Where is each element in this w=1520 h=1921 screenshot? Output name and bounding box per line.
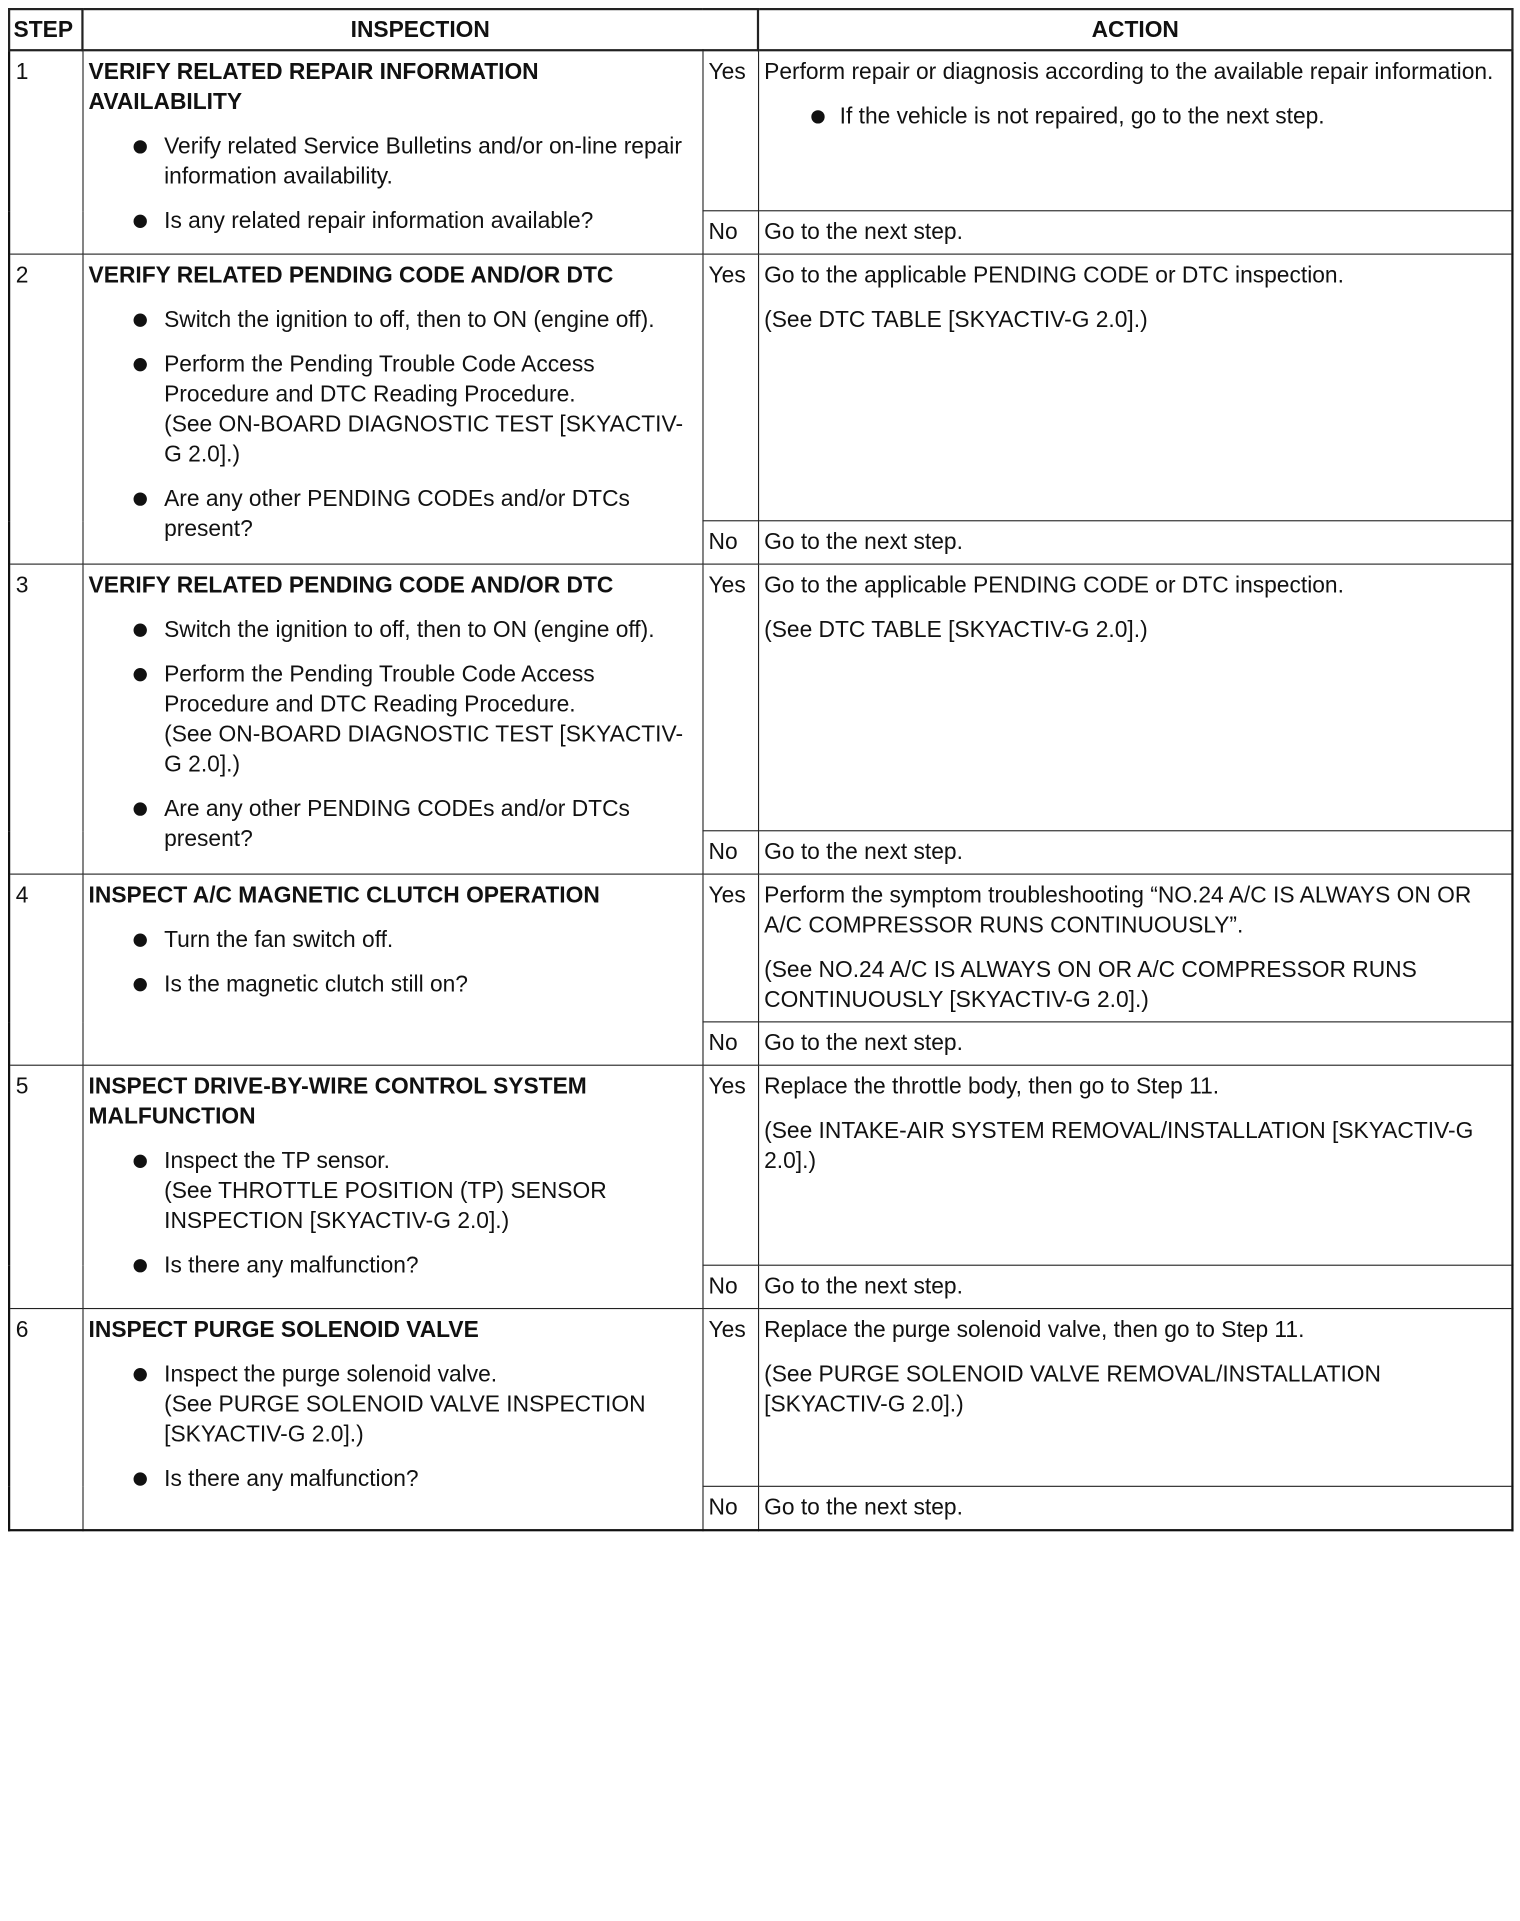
bullet-icon [133, 802, 146, 815]
yes-label: Yes [702, 1309, 758, 1487]
inspection-cell [82, 1065, 702, 1308]
page [8, 8, 1520, 1921]
no-label: No [702, 831, 758, 874]
step-title: INSPECT PURGE SOLENOID VALVE [88, 1316, 479, 1343]
bullet-icon [133, 1259, 146, 1272]
step-title: INSPECT DRIVE-BY-WIRE CONTROL SYSTEM MALFUNCTION [88, 1073, 587, 1130]
step-number: 3 [9, 564, 82, 874]
inspection-item: Switch the ignition to off, then to ON (engine off). [89, 615, 696, 645]
bullet-icon [133, 140, 146, 153]
header-step: STEP [9, 9, 82, 50]
action-text: Replace the purge solenoid valve, then go to Step 11. [764, 1316, 1305, 1343]
step-row [9, 564, 1512, 831]
inspection-question: Is there any malfunction? [89, 1250, 696, 1280]
no-action: Go to the next step. [758, 1265, 1512, 1308]
step-title: VERIFY RELATED PENDING CODE AND/OR DTC [88, 572, 614, 598]
step-row [9, 254, 1512, 521]
no-action: Go to the next step. [758, 521, 1512, 564]
step-row [9, 874, 1512, 1022]
inspection-item: Turn the fan switch off. [89, 925, 696, 955]
step-title: VERIFY RELATED PENDING CODE AND/OR DTC [88, 262, 614, 288]
yes-label: Yes [702, 254, 758, 521]
bullet-icon [133, 215, 146, 228]
action-text: Go to the applicable PENDING CODE or DTC inspection. [764, 262, 1344, 288]
no-action: Go to the next step. [758, 1486, 1512, 1530]
reference-link[interactable]: (See NO.24 A/C IS ALWAYS ON OR A/C COMPRESSOR RUNS CONTINUOUSLY [SKYACTIV-G 2.0].) [764, 956, 1417, 1013]
bullet-icon [133, 358, 146, 371]
yes-label: Yes [702, 1065, 758, 1265]
bullet-icon [133, 1155, 146, 1168]
bullet-icon [133, 934, 146, 947]
reference-link[interactable]: (See DTC TABLE [SKYACTIV-G 2.0].) [764, 616, 1148, 643]
action-item: If the vehicle is not repaired, go to the next step. [764, 101, 1505, 131]
inspection-question: Are any other PENDING CODEs and/or DTCs present? [89, 794, 696, 854]
step-row [9, 1065, 1512, 1265]
inspection-question: Is any related repair information available? [89, 206, 696, 236]
reference-link[interactable]: (See ON-BOARD DIAGNOSTIC TEST [SKYACTIV-G 2.0].) [164, 721, 684, 777]
reference-link[interactable]: (See PURGE SOLENOID VALVE INSPECTION [SKYACTIV-G 2.0].) [164, 1391, 646, 1447]
step-title: VERIFY RELATED REPAIR INFORMATION AVAILABILITY [88, 59, 539, 115]
step-number: 4 [9, 874, 82, 1065]
inspection-cell [82, 50, 702, 254]
reference-link[interactable]: (See PURGE SOLENOID VALVE REMOVAL/INSTALLATION [SKYACTIV-G 2.0].) [764, 1361, 1381, 1417]
action-text: Perform the symptom troubleshooting “NO.24 A/C IS ALWAYS ON OR A/C COMPRESSOR RUNS CONTINUOUSLY”. [764, 882, 1472, 938]
header-inspection: INSPECTION [82, 9, 758, 50]
yes-action [758, 874, 1512, 1022]
inspection-question: Are any other PENDING CODEs and/or DTCs present? [89, 484, 696, 544]
yes-label: Yes [702, 564, 758, 831]
no-label: No [702, 1265, 758, 1308]
no-action: Go to the next step. [758, 831, 1512, 874]
inspection-item: Switch the ignition to off, then to ON (engine off). [89, 305, 696, 335]
yes-action [758, 1065, 1512, 1265]
reference-link[interactable]: (See THROTTLE POSITION (TP) SENSOR INSPECTION [SKYACTIV-G 2.0].) [164, 1177, 607, 1234]
reference-link[interactable]: (See DTC TABLE [SKYACTIV-G 2.0].) [764, 306, 1148, 333]
inspection-item: Perform the Pending Trouble Code Access Procedure and DTC Reading Procedure. [89, 349, 696, 409]
inspection-cell [82, 1309, 702, 1531]
bullet-icon [133, 492, 146, 505]
bullet-icon [133, 1368, 146, 1381]
yes-label: Yes [702, 874, 758, 1022]
step-number: 6 [9, 1309, 82, 1531]
yes-action [758, 254, 1512, 521]
action-text: Perform repair or diagnosis according to the available repair information. [764, 59, 1494, 85]
reference-link[interactable]: (See INTAKE-AIR SYSTEM REMOVAL/INSTALLATION [SKYACTIV-G 2.0].) [764, 1117, 1474, 1174]
bullet-icon [811, 110, 824, 123]
inspection-question: Is there any malfunction? [89, 1464, 696, 1494]
action-text: Replace the throttle body, then go to Step 11. [764, 1073, 1220, 1100]
step-row [9, 50, 1512, 211]
inspection-question: Is the magnetic clutch still on? [89, 969, 696, 999]
yes-label: Yes [702, 50, 758, 211]
action-text: Go to the applicable PENDING CODE or DTC inspection. [764, 572, 1344, 598]
bullet-icon [133, 1472, 146, 1485]
diagnostic-procedure [8, 8, 1512, 1531]
no-action: Go to the next step. [758, 1022, 1512, 1065]
bullet-icon [133, 624, 146, 637]
step-number: 2 [9, 254, 82, 564]
inspection-item: Inspect the TP sensor. [89, 1146, 696, 1176]
yes-action [758, 564, 1512, 831]
step-number: 5 [9, 1065, 82, 1308]
diagnostic-table [8, 8, 1514, 1531]
inspection-cell [82, 564, 702, 874]
no-label: No [702, 521, 758, 564]
no-label: No [702, 1022, 758, 1065]
no-label: No [702, 211, 758, 254]
step-title: INSPECT A/C MAGNETIC CLUTCH OPERATION [88, 882, 600, 908]
header-action: ACTION [758, 9, 1512, 50]
bullet-icon [133, 978, 146, 991]
step-number: 1 [9, 50, 82, 254]
header-row [9, 9, 1512, 50]
inspection-item: Perform the Pending Trouble Code Access Procedure and DTC Reading Procedure. [89, 659, 696, 719]
inspection-cell [82, 874, 702, 1065]
yes-action [758, 1309, 1512, 1487]
bullet-icon [133, 314, 146, 327]
inspection-cell [82, 254, 702, 564]
yes-action [758, 50, 1512, 211]
no-action: Go to the next step. [758, 211, 1512, 254]
no-label: No [702, 1486, 758, 1530]
reference-link[interactable]: (See ON-BOARD DIAGNOSTIC TEST [SKYACTIV-G 2.0].) [164, 411, 684, 467]
inspection-item: Inspect the purge solenoid valve. [89, 1359, 696, 1389]
inspection-item: Verify related Service Bulletins and/or on-line repair information availability. [89, 131, 696, 191]
bullet-icon [133, 668, 146, 681]
step-row [9, 1309, 1512, 1487]
